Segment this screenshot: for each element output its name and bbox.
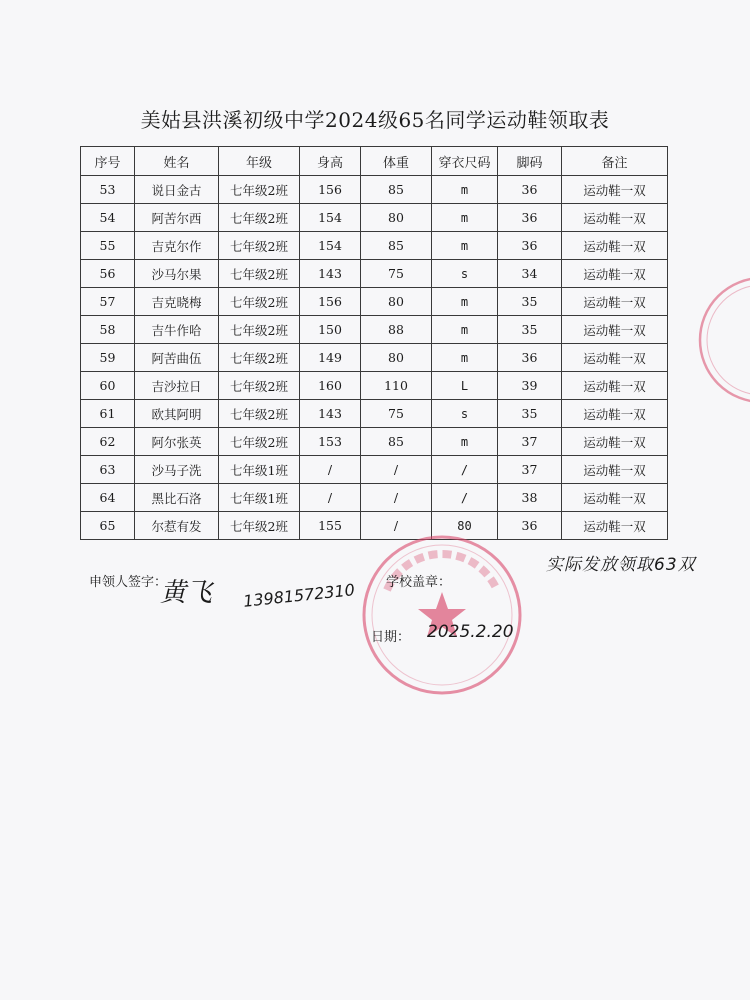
col-header-clothing-size: 穿衣尺码 xyxy=(432,147,498,176)
date-label: 日期： xyxy=(371,630,411,645)
cell-weight: / xyxy=(361,456,432,484)
cell-name: 黑比石洛 xyxy=(135,484,219,512)
applicant-phone: 13981572310 xyxy=(242,580,356,611)
cell-grade: 七年级2班 xyxy=(219,344,300,372)
cell-weight: 80 xyxy=(361,204,432,232)
cell-remarks: 运动鞋一双 xyxy=(562,484,668,512)
col-header-seq: 序号 xyxy=(81,147,135,176)
table-row xyxy=(81,400,668,428)
cell-shoe-size: 38 xyxy=(498,484,562,512)
cell-name: 阿苦曲伍 xyxy=(135,344,219,372)
cell-remarks: 运动鞋一双 xyxy=(562,400,668,428)
cell-name: 沙马子洗 xyxy=(135,456,219,484)
cell-weight: 85 xyxy=(361,232,432,260)
cell-remarks: 运动鞋一双 xyxy=(562,456,668,484)
cell-shoe-size: 36 xyxy=(498,344,562,372)
cell-height: 143 xyxy=(300,260,361,288)
cell-weight: 88 xyxy=(361,316,432,344)
cell-weight: 75 xyxy=(361,260,432,288)
cell-height: 149 xyxy=(300,344,361,372)
cell-shoe-size: 34 xyxy=(498,260,562,288)
table-header-row xyxy=(81,147,668,176)
cell-remarks: 运动鞋一双 xyxy=(562,372,668,400)
cell-name: 阿苦尔西 xyxy=(135,204,219,232)
cell-seq: 64 xyxy=(81,484,135,512)
cell-grade: 七年级2班 xyxy=(219,428,300,456)
cell-name: 吉牛作哈 xyxy=(135,316,219,344)
table-row xyxy=(81,344,668,372)
partial-seal-stamp xyxy=(690,270,750,410)
cell-weight: 80 xyxy=(361,288,432,316)
cell-clothing-size: s xyxy=(432,400,498,428)
cell-height: 156 xyxy=(300,288,361,316)
cell-grade: 七年级2班 xyxy=(219,512,300,540)
col-header-remarks: 备注 xyxy=(562,147,668,176)
cell-seq: 57 xyxy=(81,288,135,316)
applicant-signature: 黄飞 xyxy=(160,578,213,608)
cell-remarks: 运动鞋一双 xyxy=(562,428,668,456)
table-row xyxy=(81,456,668,484)
cell-seq: 56 xyxy=(81,260,135,288)
cell-shoe-size: 35 xyxy=(498,400,562,428)
table-row xyxy=(81,316,668,344)
table-row xyxy=(81,428,668,456)
cell-name: 吉克晓梅 xyxy=(135,288,219,316)
cell-grade: 七年级2班 xyxy=(219,316,300,344)
cell-name: 吉沙拉日 xyxy=(135,372,219,400)
distribution-table xyxy=(80,146,668,540)
cell-shoe-size: 35 xyxy=(498,316,562,344)
cell-grade: 七年级2班 xyxy=(219,232,300,260)
cell-remarks: 运动鞋一双 xyxy=(562,232,668,260)
cell-weight: 110 xyxy=(361,372,432,400)
cell-name: 阿尔张英 xyxy=(135,428,219,456)
table-row xyxy=(81,260,668,288)
col-header-height: 身高 xyxy=(300,147,361,176)
cell-height: 160 xyxy=(300,372,361,400)
cell-weight: 75 xyxy=(361,400,432,428)
cell-name: 说日金古 xyxy=(135,176,219,204)
cell-grade: 七年级2班 xyxy=(219,372,300,400)
cell-height: 155 xyxy=(300,512,361,540)
cell-grade: 七年级1班 xyxy=(219,484,300,512)
cell-seq: 59 xyxy=(81,344,135,372)
cell-name: 吉克尔作 xyxy=(135,232,219,260)
cell-weight: 80 xyxy=(361,344,432,372)
cell-seq: 65 xyxy=(81,512,135,540)
cell-weight: 85 xyxy=(361,428,432,456)
cell-clothing-size: 80 xyxy=(432,512,498,540)
cell-seq: 60 xyxy=(81,372,135,400)
cell-grade: 七年级2班 xyxy=(219,260,300,288)
school-seal-stamp xyxy=(357,530,527,700)
col-header-weight: 体重 xyxy=(361,147,432,176)
cell-shoe-size: 37 xyxy=(498,428,562,456)
cell-height: / xyxy=(300,484,361,512)
cell-height: 154 xyxy=(300,232,361,260)
cell-clothing-size: m xyxy=(432,176,498,204)
cell-shoe-size: 35 xyxy=(498,288,562,316)
cell-shoe-size: 39 xyxy=(498,372,562,400)
cell-seq: 63 xyxy=(81,456,135,484)
cell-remarks: 运动鞋一双 xyxy=(562,204,668,232)
cell-shoe-size: 36 xyxy=(498,176,562,204)
cell-height: 154 xyxy=(300,204,361,232)
table-row xyxy=(81,288,668,316)
applicant-signature-label: 申领人签字： xyxy=(89,575,168,590)
cell-remarks: 运动鞋一双 xyxy=(562,288,668,316)
cell-grade: 七年级2班 xyxy=(219,176,300,204)
col-header-grade: 年级 xyxy=(219,147,300,176)
cell-seq: 53 xyxy=(81,176,135,204)
cell-shoe-size: 36 xyxy=(498,512,562,540)
page-title: 美姑县洪溪初级中学2024级65名同学运动鞋领取表 xyxy=(140,108,610,132)
cell-weight: / xyxy=(361,512,432,540)
cell-name: 尔惹有发 xyxy=(135,512,219,540)
cell-grade: 七年级2班 xyxy=(219,288,300,316)
cell-name: 欧其阿明 xyxy=(135,400,219,428)
cell-height: / xyxy=(300,456,361,484)
cell-grade: 七年级2班 xyxy=(219,400,300,428)
cell-clothing-size: m xyxy=(432,344,498,372)
col-header-name: 姓名 xyxy=(135,147,219,176)
cell-clothing-size: m xyxy=(432,232,498,260)
cell-seq: 58 xyxy=(81,316,135,344)
table-row xyxy=(81,204,668,232)
cell-height: 153 xyxy=(300,428,361,456)
cell-seq: 61 xyxy=(81,400,135,428)
cell-remarks: 运动鞋一双 xyxy=(562,344,668,372)
school-seal-label: 学校盖章： xyxy=(386,575,452,590)
table-row xyxy=(81,232,668,260)
cell-clothing-size: / xyxy=(432,484,498,512)
cell-remarks: 运动鞋一双 xyxy=(562,260,668,288)
cell-shoe-size: 36 xyxy=(498,204,562,232)
date-handwritten: 2025.2.20 xyxy=(427,622,514,642)
cell-shoe-size: 37 xyxy=(498,456,562,484)
cell-shoe-size: 36 xyxy=(498,232,562,260)
cell-weight: 85 xyxy=(361,176,432,204)
cell-height: 156 xyxy=(300,176,361,204)
cell-clothing-size: / xyxy=(432,456,498,484)
handwritten-note: 实际发放领取63双 xyxy=(546,555,696,575)
cell-grade: 七年级1班 xyxy=(219,456,300,484)
cell-remarks: 运动鞋一双 xyxy=(562,176,668,204)
table-row xyxy=(81,372,668,400)
table-body xyxy=(81,176,668,540)
cell-clothing-size: m xyxy=(432,204,498,232)
cell-name: 沙马尔果 xyxy=(135,260,219,288)
cell-clothing-size: m xyxy=(432,288,498,316)
cell-clothing-size: s xyxy=(432,260,498,288)
cell-clothing-size: m xyxy=(432,316,498,344)
cell-grade: 七年级2班 xyxy=(219,204,300,232)
cell-weight: / xyxy=(361,484,432,512)
cell-height: 143 xyxy=(300,400,361,428)
cell-height: 150 xyxy=(300,316,361,344)
table-row xyxy=(81,484,668,512)
col-header-shoe-size: 脚码 xyxy=(498,147,562,176)
cell-remarks: 运动鞋一双 xyxy=(562,316,668,344)
cell-clothing-size: m xyxy=(432,428,498,456)
cell-seq: 62 xyxy=(81,428,135,456)
cell-seq: 55 xyxy=(81,232,135,260)
table-row xyxy=(81,176,668,204)
cell-remarks: 运动鞋一双 xyxy=(562,512,668,540)
cell-clothing-size: L xyxy=(432,372,498,400)
cell-seq: 54 xyxy=(81,204,135,232)
